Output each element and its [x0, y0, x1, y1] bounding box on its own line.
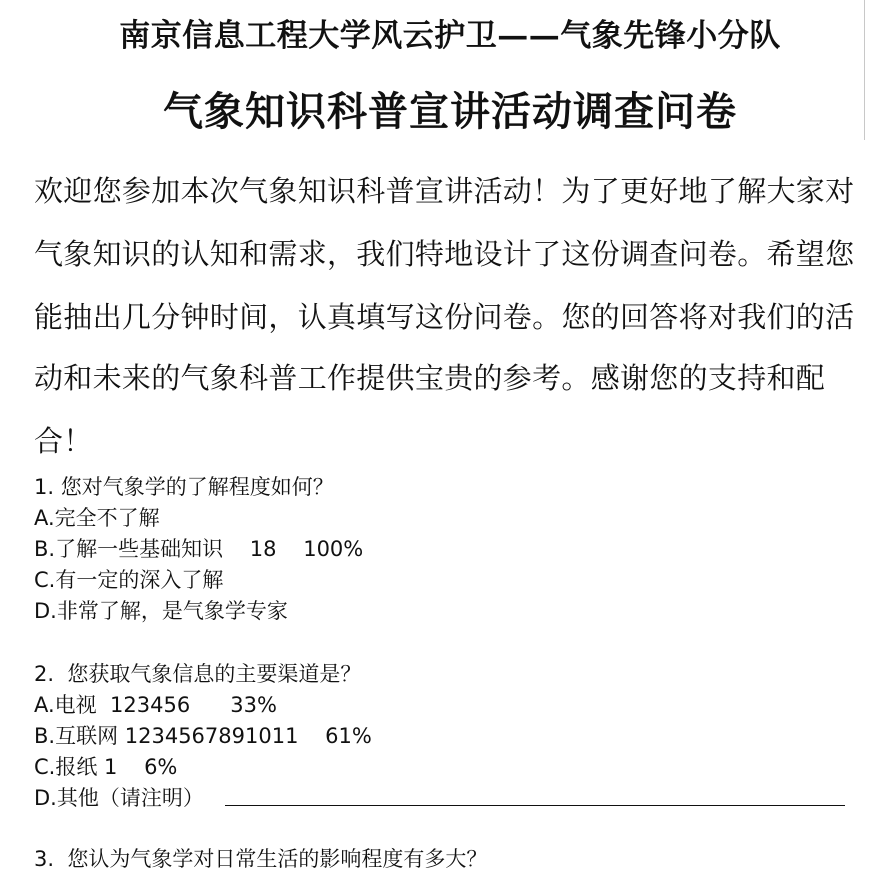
question-1-option-c: C.有一定的深入了解	[34, 568, 224, 592]
question-2-option-a: A.电视 123456 33%	[34, 693, 277, 717]
question-1-option-d: D.非常了解，是气象学专家	[34, 599, 288, 623]
question-1-option-a: A.完全不了解	[34, 506, 160, 530]
question-2-text: 2. 您获取气象信息的主要渠道是？	[34, 662, 362, 686]
question-2-option-d: D.其他（请注明）	[34, 786, 204, 810]
question-2-option-c: C.报纸 1 6%	[34, 755, 178, 779]
question-1-option-b: B.了解一些基础知识 18 100%	[34, 537, 364, 561]
intro-line: 能抽出几分钟时间，认真填写这份问卷。您的回答将对我们的活	[34, 300, 855, 334]
team-title: 南京信息工程大学风云护卫——气象先锋小分队	[119, 18, 781, 54]
intro-line: 动和未来的气象科普工作提供宝贵的参考。感谢您的支持和配	[34, 361, 826, 395]
question-1-text: 1. 您对气象学的了解程度如何？	[34, 475, 334, 499]
survey-title: 气象知识科普宣讲活动调查问卷	[163, 88, 737, 135]
other-fill-in-blank[interactable]	[225, 805, 845, 806]
question-2-option-b: B.互联网 1234567891011 61%	[34, 724, 372, 748]
intro-line: 欢迎您参加本次气象知识科普宣讲活动！为了更好地了解大家对	[34, 174, 855, 208]
intro-line: 合！	[34, 424, 93, 458]
question-3-text: 3. 您认为气象学对日常生活的影响程度有多大？	[34, 847, 488, 871]
intro-line: 气象知识的认知和需求，我们特地设计了这份调查问卷。希望您	[34, 237, 855, 271]
